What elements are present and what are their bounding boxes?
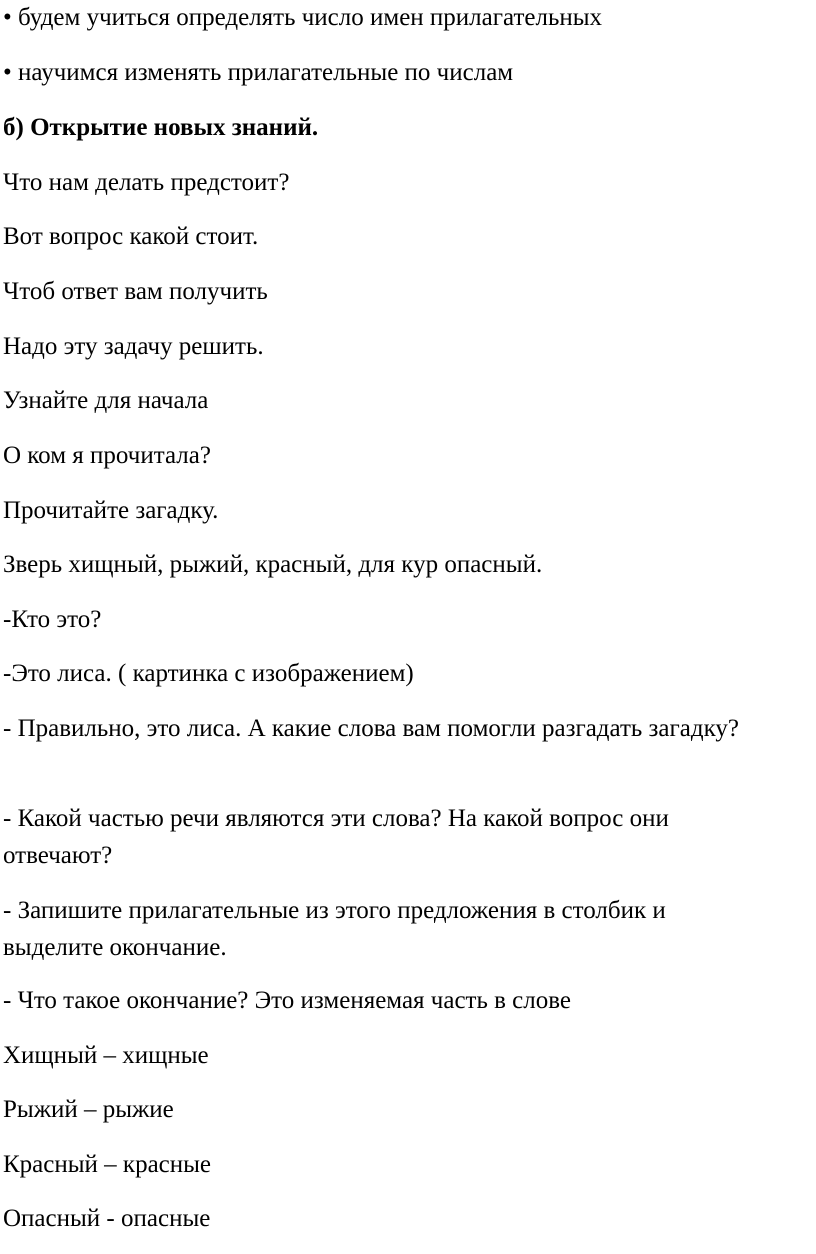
riddle-text: Зверь хищный, рыжий, красный, для кур опасный. bbox=[3, 551, 543, 578]
word-pair-4: Опасный - опасные bbox=[3, 1205, 211, 1232]
dialogue-paragraph-2: - Какой частью речи являются эти слова? На какой вопрос они отвечают? bbox=[3, 805, 669, 869]
dialogue-paragraph-3: - Запишите прилагательные из этого предложения в столбик и выделите окончание. bbox=[3, 897, 666, 961]
instruction-read-riddle: Прочитайте загадку. bbox=[3, 497, 219, 524]
poem-line-5: Узнайте для начала bbox=[3, 387, 209, 414]
poem-line-3: Чтоб ответ вам получить bbox=[3, 278, 268, 305]
poem-line-1: Что нам делать предстоит? bbox=[3, 169, 290, 196]
word-pair-2: Рыжий – рыжие bbox=[3, 1096, 174, 1123]
word-pair-1: Хищный – хищные bbox=[3, 1042, 209, 1069]
dialogue-paragraph-4: - Что такое окончание? Это изменяемая часть в слове bbox=[3, 987, 572, 1014]
section-heading: б) Открытие новых знаний. bbox=[3, 114, 319, 141]
poem-line-6: О ком я прочитала? bbox=[3, 442, 211, 469]
poem-line-2: Вот вопрос какой стоит. bbox=[3, 223, 259, 250]
word-pair-3: Красный – красные bbox=[3, 1151, 212, 1178]
goal-bullet-2: • научимся изменять прилагательные по числам bbox=[3, 59, 514, 86]
goal-bullet-1: • будем учиться определять число имен прилагательных bbox=[3, 4, 603, 31]
dialogue-paragraph-1: - Правильно, это лиса. А какие слова вам помогли разгадать загадку? bbox=[3, 715, 739, 742]
poem-line-4: Надо эту задачу решить. bbox=[3, 333, 264, 360]
dialogue-question: -Кто это? bbox=[3, 606, 102, 633]
dialogue-answer: -Это лиса. ( картинка с изображением) bbox=[3, 660, 414, 687]
